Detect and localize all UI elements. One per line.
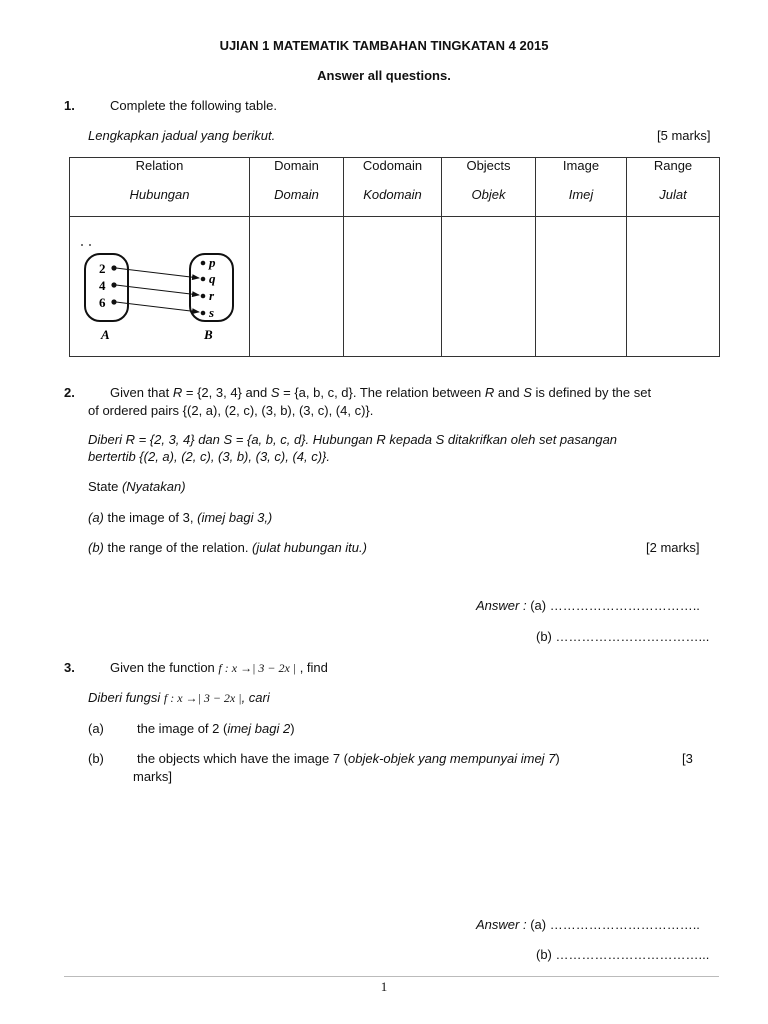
set-a-dot <box>111 282 116 287</box>
set-a-dot <box>111 299 116 304</box>
q1-marks: [5 marks] <box>657 128 711 143</box>
set-b-label: B <box>204 327 213 342</box>
q2-answer-b[interactable]: (b) ……………………………... <box>536 629 710 644</box>
col-domain <box>250 158 344 217</box>
q3-answer-a[interactable]: Answer : (a) …………………………….. <box>476 917 700 932</box>
page-number: 1 <box>380 979 388 994</box>
set-a-element: 6 <box>99 295 106 310</box>
set-b-dot <box>201 261 206 266</box>
col-label-en: Range <box>653 158 693 173</box>
q3-number: 3. <box>64 660 75 675</box>
q1-text-my: Lengkapkan jadual yang berikut. <box>88 128 276 143</box>
set-a-element: 2 <box>99 261 106 276</box>
q3-marks-open: [3 <box>682 751 693 766</box>
image-answer-cell[interactable] <box>536 217 627 357</box>
q2-marks: [2 marks] <box>646 540 700 555</box>
col-label-my: Objek <box>471 187 506 202</box>
q3-part-b: the objects which have the image 7 (objek-objek yang mempunyai imej 7) <box>137 751 560 766</box>
col-label-my: Julat <box>659 187 687 202</box>
q3-my-given: Diberi fungsi f : x →| 3 − 2x |, cari <box>88 690 270 705</box>
set-b-element: s <box>209 305 215 320</box>
col-image <box>536 158 627 217</box>
q2-my-line2: bertertib {(2, a), (2, c), (3, b), (3, c), (4, c)}. <box>88 449 331 464</box>
q2-state: State (Nyatakan) <box>88 479 186 494</box>
set-a-label: A <box>101 327 110 342</box>
col-label-en: Image <box>562 158 600 173</box>
set-a-oval <box>85 254 128 321</box>
set-b-dot <box>201 294 206 299</box>
q3-b-label: (b) <box>88 751 104 766</box>
set-b-element: p <box>209 255 216 270</box>
set-b-element: q <box>209 271 216 286</box>
arrow-diagram <box>70 217 248 353</box>
q1-text-en: Complete the following table. <box>110 98 277 113</box>
q3-answer-b[interactable]: (b) ……………………………... <box>536 947 710 962</box>
set-b-element: r <box>209 288 215 303</box>
col-label-my: Kodomain <box>363 187 422 202</box>
q3-marks-close: marks] <box>133 769 172 784</box>
range-answer-cell[interactable] <box>627 217 720 357</box>
q2-my-line1: Diberi R = {2, 3, 4} dan S = {a, b, c, d}. Hubungan R kepada S ditakrifkan oleh set pasangan <box>88 432 618 447</box>
q3-a-label: (a) <box>88 721 104 736</box>
codomain-answer-cell[interactable] <box>344 217 442 357</box>
set-a-element: 4 <box>99 278 106 293</box>
col-objects <box>442 158 536 217</box>
page-title: UJIAN 1 MATEMATIK TAMBAHAN TINGKATAN 4 2015 <box>219 38 549 53</box>
col-label-my: Imej <box>568 187 594 202</box>
q2-answer-a[interactable]: Answer : (a) …………………………….. <box>476 598 700 613</box>
col-label-my: Hubungan <box>129 187 190 202</box>
col-label-en: Relation <box>135 158 184 173</box>
q3-part-a: the image of 2 (imej bagi 2) <box>137 721 295 736</box>
q2-line2: of ordered pairs {(2, a), (2, c), (3, b), (3, c), (4, c)}. <box>88 403 374 418</box>
objects-answer-cell[interactable] <box>442 217 536 357</box>
q1-table <box>69 157 720 357</box>
function-expression: f : x →| 3 − 2x | <box>163 691 242 705</box>
set-b-dot <box>201 311 206 316</box>
set-a-dot <box>111 265 116 270</box>
col-relation <box>70 158 250 217</box>
set-b-dot <box>201 277 206 282</box>
relation-diagram-cell <box>70 217 250 357</box>
col-label-en: Codomain <box>362 158 423 173</box>
q2-part-b: (b) the range of the relation. (julat hubungan itu.) <box>88 540 367 555</box>
speck-dot <box>89 244 91 246</box>
q3-given: Given the function f : x →| 3 − 2x | , find <box>110 660 328 675</box>
instruction: Answer all questions. <box>317 68 451 83</box>
col-label-en: Objects <box>466 158 511 173</box>
q2-line1: Given that R = {2, 3, 4} and S = {a, b, c, d}. The relation between R and S is defined by the set <box>110 385 652 400</box>
domain-answer-cell[interactable] <box>250 217 344 357</box>
function-expression: f : x →| 3 − 2x | <box>218 661 297 675</box>
col-label-en: Domain <box>274 158 319 173</box>
footer-divider <box>64 976 719 977</box>
q1-number: 1. <box>64 98 75 113</box>
col-range <box>627 158 720 217</box>
speck-dot <box>81 244 83 246</box>
col-label-my: Domain <box>274 187 319 202</box>
q2-number: 2. <box>64 385 75 400</box>
q2-part-a: (a) the image of 3, (imej bagi 3,) <box>88 510 273 525</box>
col-codomain <box>344 158 442 217</box>
